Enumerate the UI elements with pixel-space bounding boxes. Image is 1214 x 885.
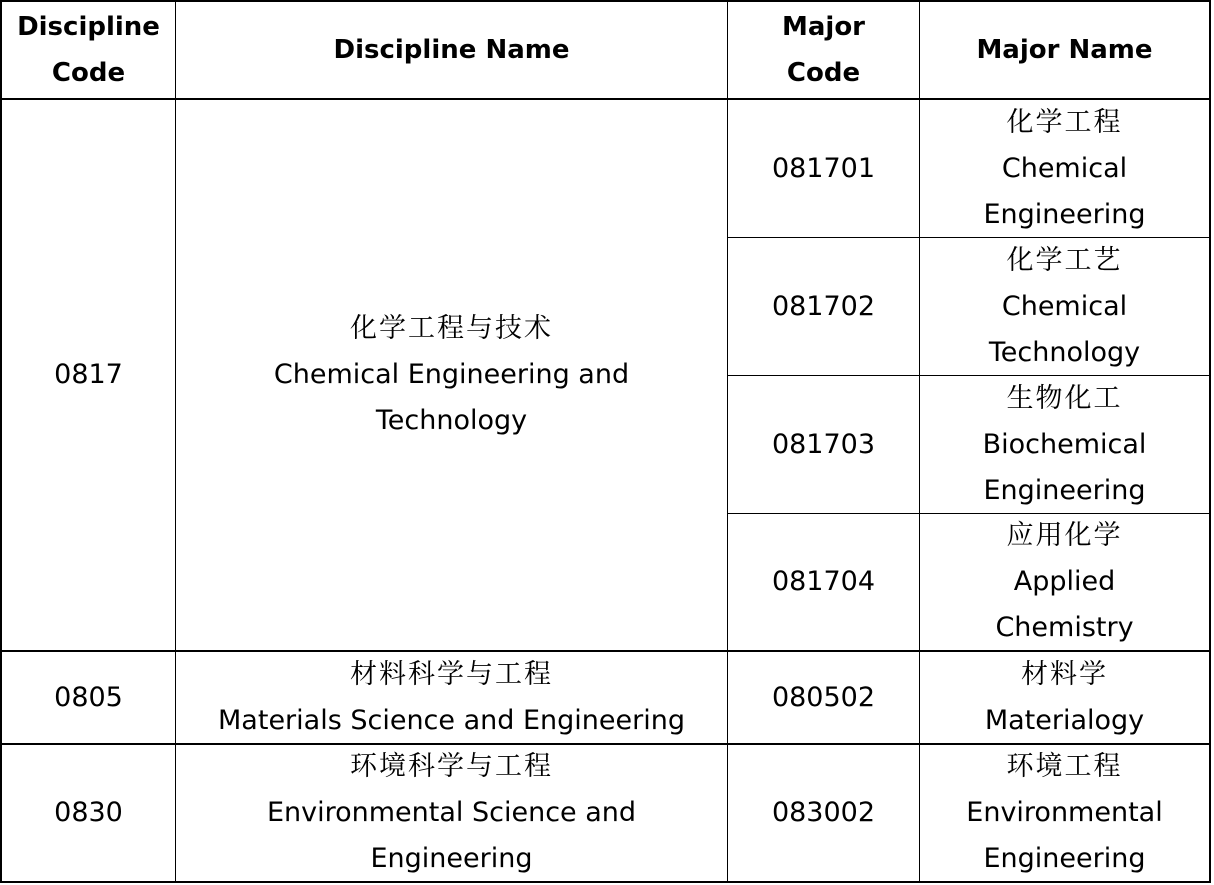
discipline-code-cell	[2, 745, 176, 881]
discipline-code: 0830	[54, 797, 123, 828]
major-name-zh: 生物化工	[1006, 382, 1123, 414]
discipline-name-en-line-2: Engineering	[370, 843, 533, 874]
discipline-code: 0805	[54, 681, 123, 713]
major-name-cell	[920, 745, 1209, 881]
header-major-name	[920, 2, 1209, 100]
discipline-name-en-line-1: Materials Science and Engineering	[218, 704, 685, 736]
major-name-cell	[920, 376, 1209, 514]
discipline-code-cell	[2, 100, 176, 652]
major-code: 080502	[771, 681, 876, 713]
major-code: 081703	[771, 428, 876, 460]
major-name-cell	[920, 652, 1209, 745]
major-name-en-line-2: Chemistry	[995, 612, 1134, 643]
major-name-en-line-1: Materialogy	[984, 704, 1145, 736]
discipline-code-cell	[2, 652, 176, 745]
header-discipline-code	[2, 2, 176, 100]
discipline-name-zh: 材料科学与工程	[350, 658, 553, 690]
header-major-code-line-2: Code	[786, 58, 861, 88]
major-name-en-line-2: Technology	[988, 336, 1141, 368]
major-name-en-line-2: Engineering	[983, 474, 1146, 506]
major-name-en-line-1: Chemical	[1001, 152, 1128, 184]
header-discipline-name	[176, 2, 728, 100]
major-name-zh: 材料学	[1021, 658, 1108, 690]
major-name-cell	[920, 100, 1209, 238]
discipline-name-zh: 化学工程与技术	[350, 313, 553, 344]
major-code: 083002	[771, 797, 876, 828]
discipline-name-en-line-1: Environmental Science and	[266, 797, 637, 828]
header-discipline-name-label: Discipline Name	[333, 35, 570, 65]
discipline-name-en-line-1: Chemical Engineering and	[273, 359, 630, 390]
discipline-name-cell	[176, 100, 728, 652]
major-name-en-line-2: Engineering	[983, 198, 1146, 230]
major-name-en-line-2: Engineering	[983, 843, 1146, 874]
major-code-cell	[728, 100, 920, 238]
header-discipline-code-line-1: Discipline	[17, 12, 160, 42]
header-major-code	[728, 2, 920, 100]
major-name-en-line-1: Applied	[1013, 566, 1116, 597]
major-code-cell	[728, 376, 920, 514]
header-major-code-line-1: Major	[781, 12, 865, 42]
major-name-zh: 环境工程	[1006, 751, 1123, 782]
major-code: 081704	[771, 566, 876, 597]
major-code: 081701	[771, 152, 876, 184]
major-name-en-line-1: Chemical	[1001, 290, 1128, 322]
discipline-code: 0817	[54, 359, 123, 390]
major-name-zh: 化学工艺	[1006, 244, 1123, 276]
major-name-en-line-1: Environmental	[966, 797, 1163, 828]
major-name-cell	[920, 514, 1209, 652]
major-code-cell	[728, 652, 920, 745]
discipline-name-zh: 环境科学与工程	[350, 751, 553, 782]
discipline-name-cell	[176, 652, 728, 745]
major-name-cell	[920, 238, 1209, 376]
discipline-name-en-line-2: Technology	[375, 405, 528, 436]
header-discipline-code-line-2: Code	[51, 58, 126, 88]
header-major-name-label: Major Name	[976, 35, 1153, 65]
major-code: 081702	[771, 290, 876, 322]
major-code-cell	[728, 514, 920, 652]
major-code-cell	[728, 238, 920, 376]
discipline-name-cell	[176, 745, 728, 881]
major-name-zh: 化学工程	[1006, 106, 1123, 138]
major-name-en-line-1: Biochemical	[982, 428, 1147, 460]
major-name-zh: 应用化学	[1006, 520, 1123, 551]
major-code-cell	[728, 745, 920, 881]
